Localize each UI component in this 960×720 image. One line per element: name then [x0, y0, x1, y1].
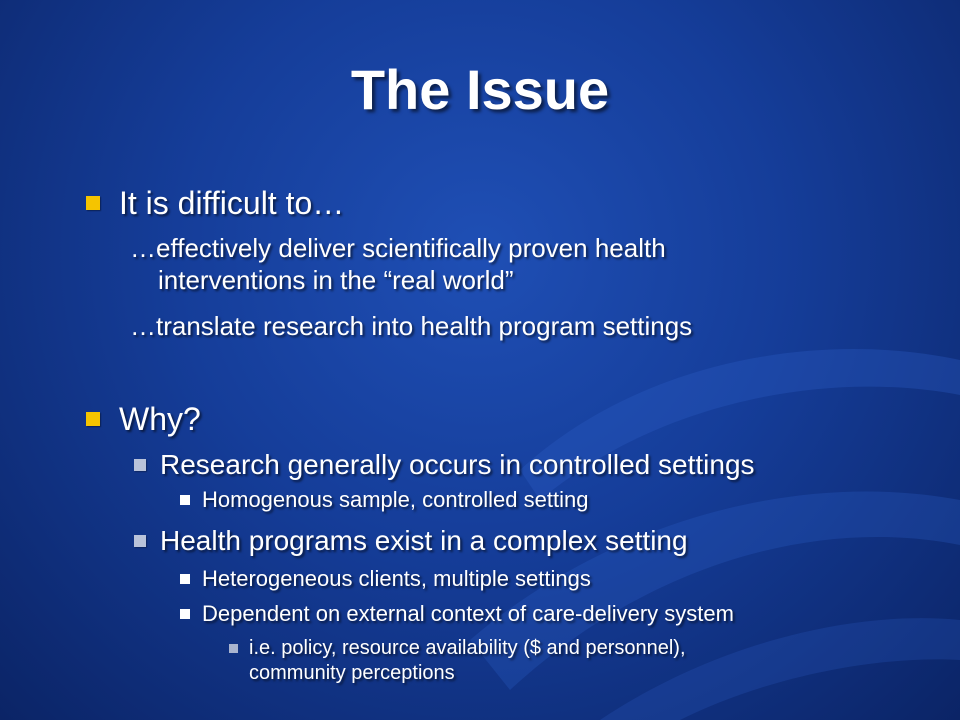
section1-heading: It is difficult to…: [119, 185, 345, 221]
bullet-square-icon: [86, 412, 100, 426]
section1-line2: …translate research into health program settings: [130, 311, 693, 341]
section2-point2-sub1: Heterogeneous clients, multiple settings: [202, 566, 591, 591]
slide-title: The Issue: [350, 58, 610, 121]
bullet-square-icon: [180, 609, 190, 619]
section2-point2: Health programs exist in a complex setting: [160, 525, 688, 556]
section2-point2-sub2-detail-a: i.e. policy, resource availability ($ and personnel),: [249, 637, 686, 659]
bullet-square-icon: [86, 196, 100, 210]
bullet-square-icon: [180, 574, 190, 584]
section2-point1: Research generally occurs in controlled settings: [160, 449, 755, 480]
section2-point1-sub1: Homogenous sample, controlled setting: [202, 487, 589, 512]
section2-point2-sub2: Dependent on external context of care-delivery system: [202, 601, 734, 626]
section2-heading: Why?: [119, 401, 201, 437]
bullet-square-icon: [134, 535, 146, 547]
bullet-square-icon: [134, 459, 146, 471]
section2-point2-sub2-detail-b: community perceptions: [249, 662, 455, 684]
section1-line1a: …effectively deliver scientifically proven health: [130, 233, 666, 263]
section1-line1b: interventions in the “real world”: [158, 265, 514, 295]
bullet-square-icon: [180, 495, 190, 505]
bullet-square-icon: [229, 644, 238, 653]
